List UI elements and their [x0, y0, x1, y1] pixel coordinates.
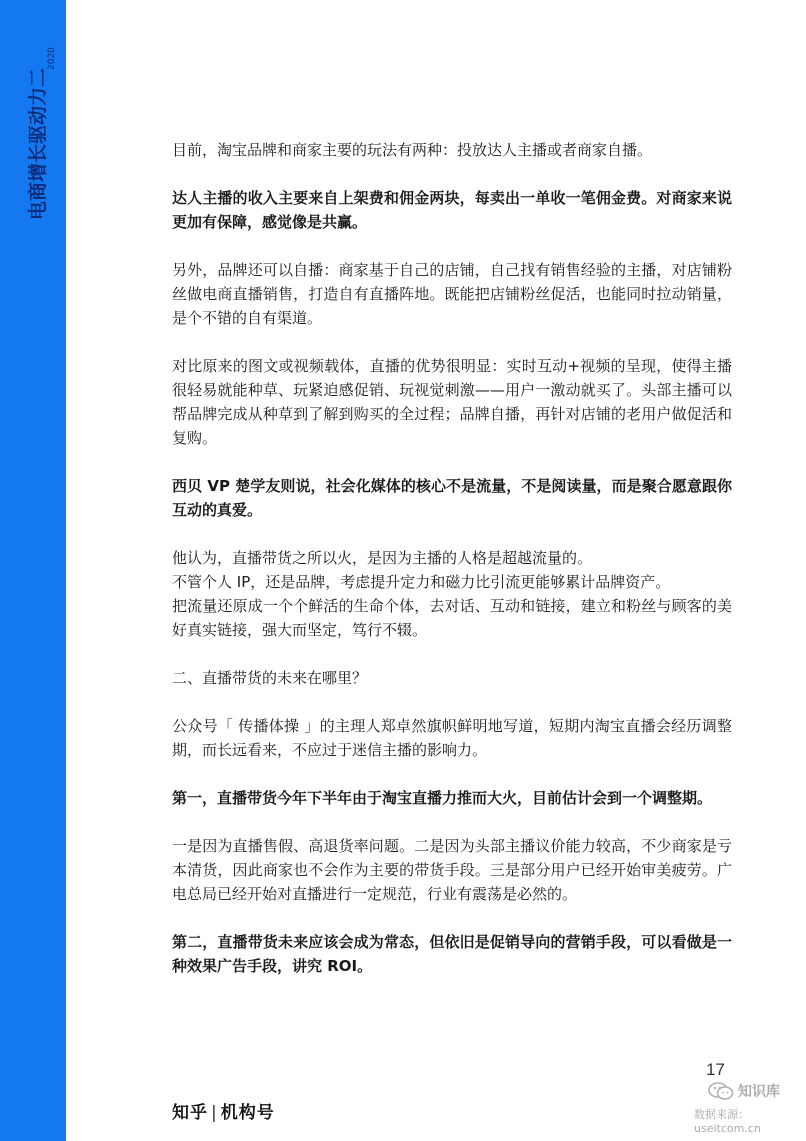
- paragraph: [172, 186, 732, 234]
- side-band: [0, 0, 66, 1141]
- side-year-text: 2020: [47, 47, 57, 70]
- wechat-icon: [708, 1081, 734, 1101]
- logo-zhihu: 知乎: [172, 1103, 208, 1123]
- watermark: [690, 1076, 800, 1135]
- paragraph-line: 西贝 VP 楚学友则说，社会化媒体的核心不是流量，不是阅读量，而是聚合愿意跟你互动的真爱。: [172, 477, 732, 519]
- zhihu-org-logo: [172, 1098, 275, 1123]
- watermark-name: 知识库: [738, 1084, 780, 1100]
- side-title-text: 电商增长驱动力二: [27, 67, 49, 220]
- paragraph-line: 二、直播带货的未来在哪里？: [172, 669, 368, 687]
- paragraph: [172, 546, 732, 642]
- paragraph: [172, 138, 732, 162]
- paragraph: [172, 930, 732, 978]
- paragraph-line: 达人主播的收入主要来自上架费和佣金两块，每卖出一单收一笔佣金费。对商家来说更加有保障，感觉像是共赢。: [172, 189, 732, 231]
- paragraph-line: 对比原来的图文或视频载体，直播的优势很明显：实时互动+视频的呈现，使得主播很轻易就能种草、玩紧迫感促销、玩视觉刺激——用户一激动就买了。头部主播可以帮品牌完成从种草到了解到购买的全过程；品牌自播，再针对店铺的老用户做促活和复购。: [172, 357, 732, 447]
- paragraph: [172, 354, 732, 450]
- article-body: [172, 138, 732, 1002]
- watermark-url: 数据来源：useitcom.cn: [694, 1108, 761, 1135]
- paragraph-line: 一是因为直播售假、高退货率问题。二是因为头部主播议价能力较高，不少商家是亏本清货，因此商家也不会作为主要的带货手段。三是部分用户已经开始审美疲劳。广电总局已经开始对直播进行一定规范，行业有震荡是必然的。: [172, 837, 732, 903]
- page-number: 17: [706, 1060, 725, 1079]
- paragraph: [172, 474, 732, 522]
- paragraph-line: 另外，品牌还可以自播：商家基于自己的店铺，自己找有销售经验的主播，对店铺粉丝做电商直播销售，打造自有直播阵地。既能把店铺粉丝促活，也能同时拉动销量，是个不错的自有渠道。: [172, 261, 732, 327]
- paragraph: [172, 258, 732, 330]
- paragraph: [172, 786, 732, 810]
- paragraph-line: 第二，直播带货未来应该会成为常态，但依旧是促销导向的营销手段，可以看做是一种效果广告手段，讲究 ROI。: [172, 933, 732, 975]
- paragraph-line: 公众号「 传播体操 」的主理人郑卓然旗帜鲜明地写道，短期内淘宝直播会经历调整期，而长远看来，不应过于迷信主播的影响力。: [172, 717, 732, 759]
- paragraph: [172, 666, 732, 690]
- side-title-graphic: [6, 20, 60, 220]
- paragraph-line: 把流量还原成一个个鲜活的生命个体，去对话、互动和链接，建立和粉丝与顾客的美好真实链接，强大而坚定，笃行不辍。: [172, 597, 732, 639]
- side-title: [6, 20, 60, 220]
- paragraph: [172, 834, 732, 906]
- paragraph: [172, 714, 732, 762]
- paragraph-line: 不管个人 IP，还是品牌，考虑提升定力和磁力比引流更能够累计品牌资产。: [172, 573, 671, 591]
- paragraph-line: 目前，淘宝品牌和商家主要的玩法有两种：投放达人主播或者商家自播。: [172, 141, 653, 159]
- paragraph-line: 他认为，直播带货之所以火，是因为主播的人格是超越流量的。: [172, 549, 593, 567]
- logo-org: 机构号: [220, 1103, 275, 1123]
- paragraph-line: 第一，直播带货今年下半年由于淘宝直播力推而大火，目前估计会到一个调整期。: [172, 789, 713, 807]
- logo-separator: |: [211, 1103, 218, 1123]
